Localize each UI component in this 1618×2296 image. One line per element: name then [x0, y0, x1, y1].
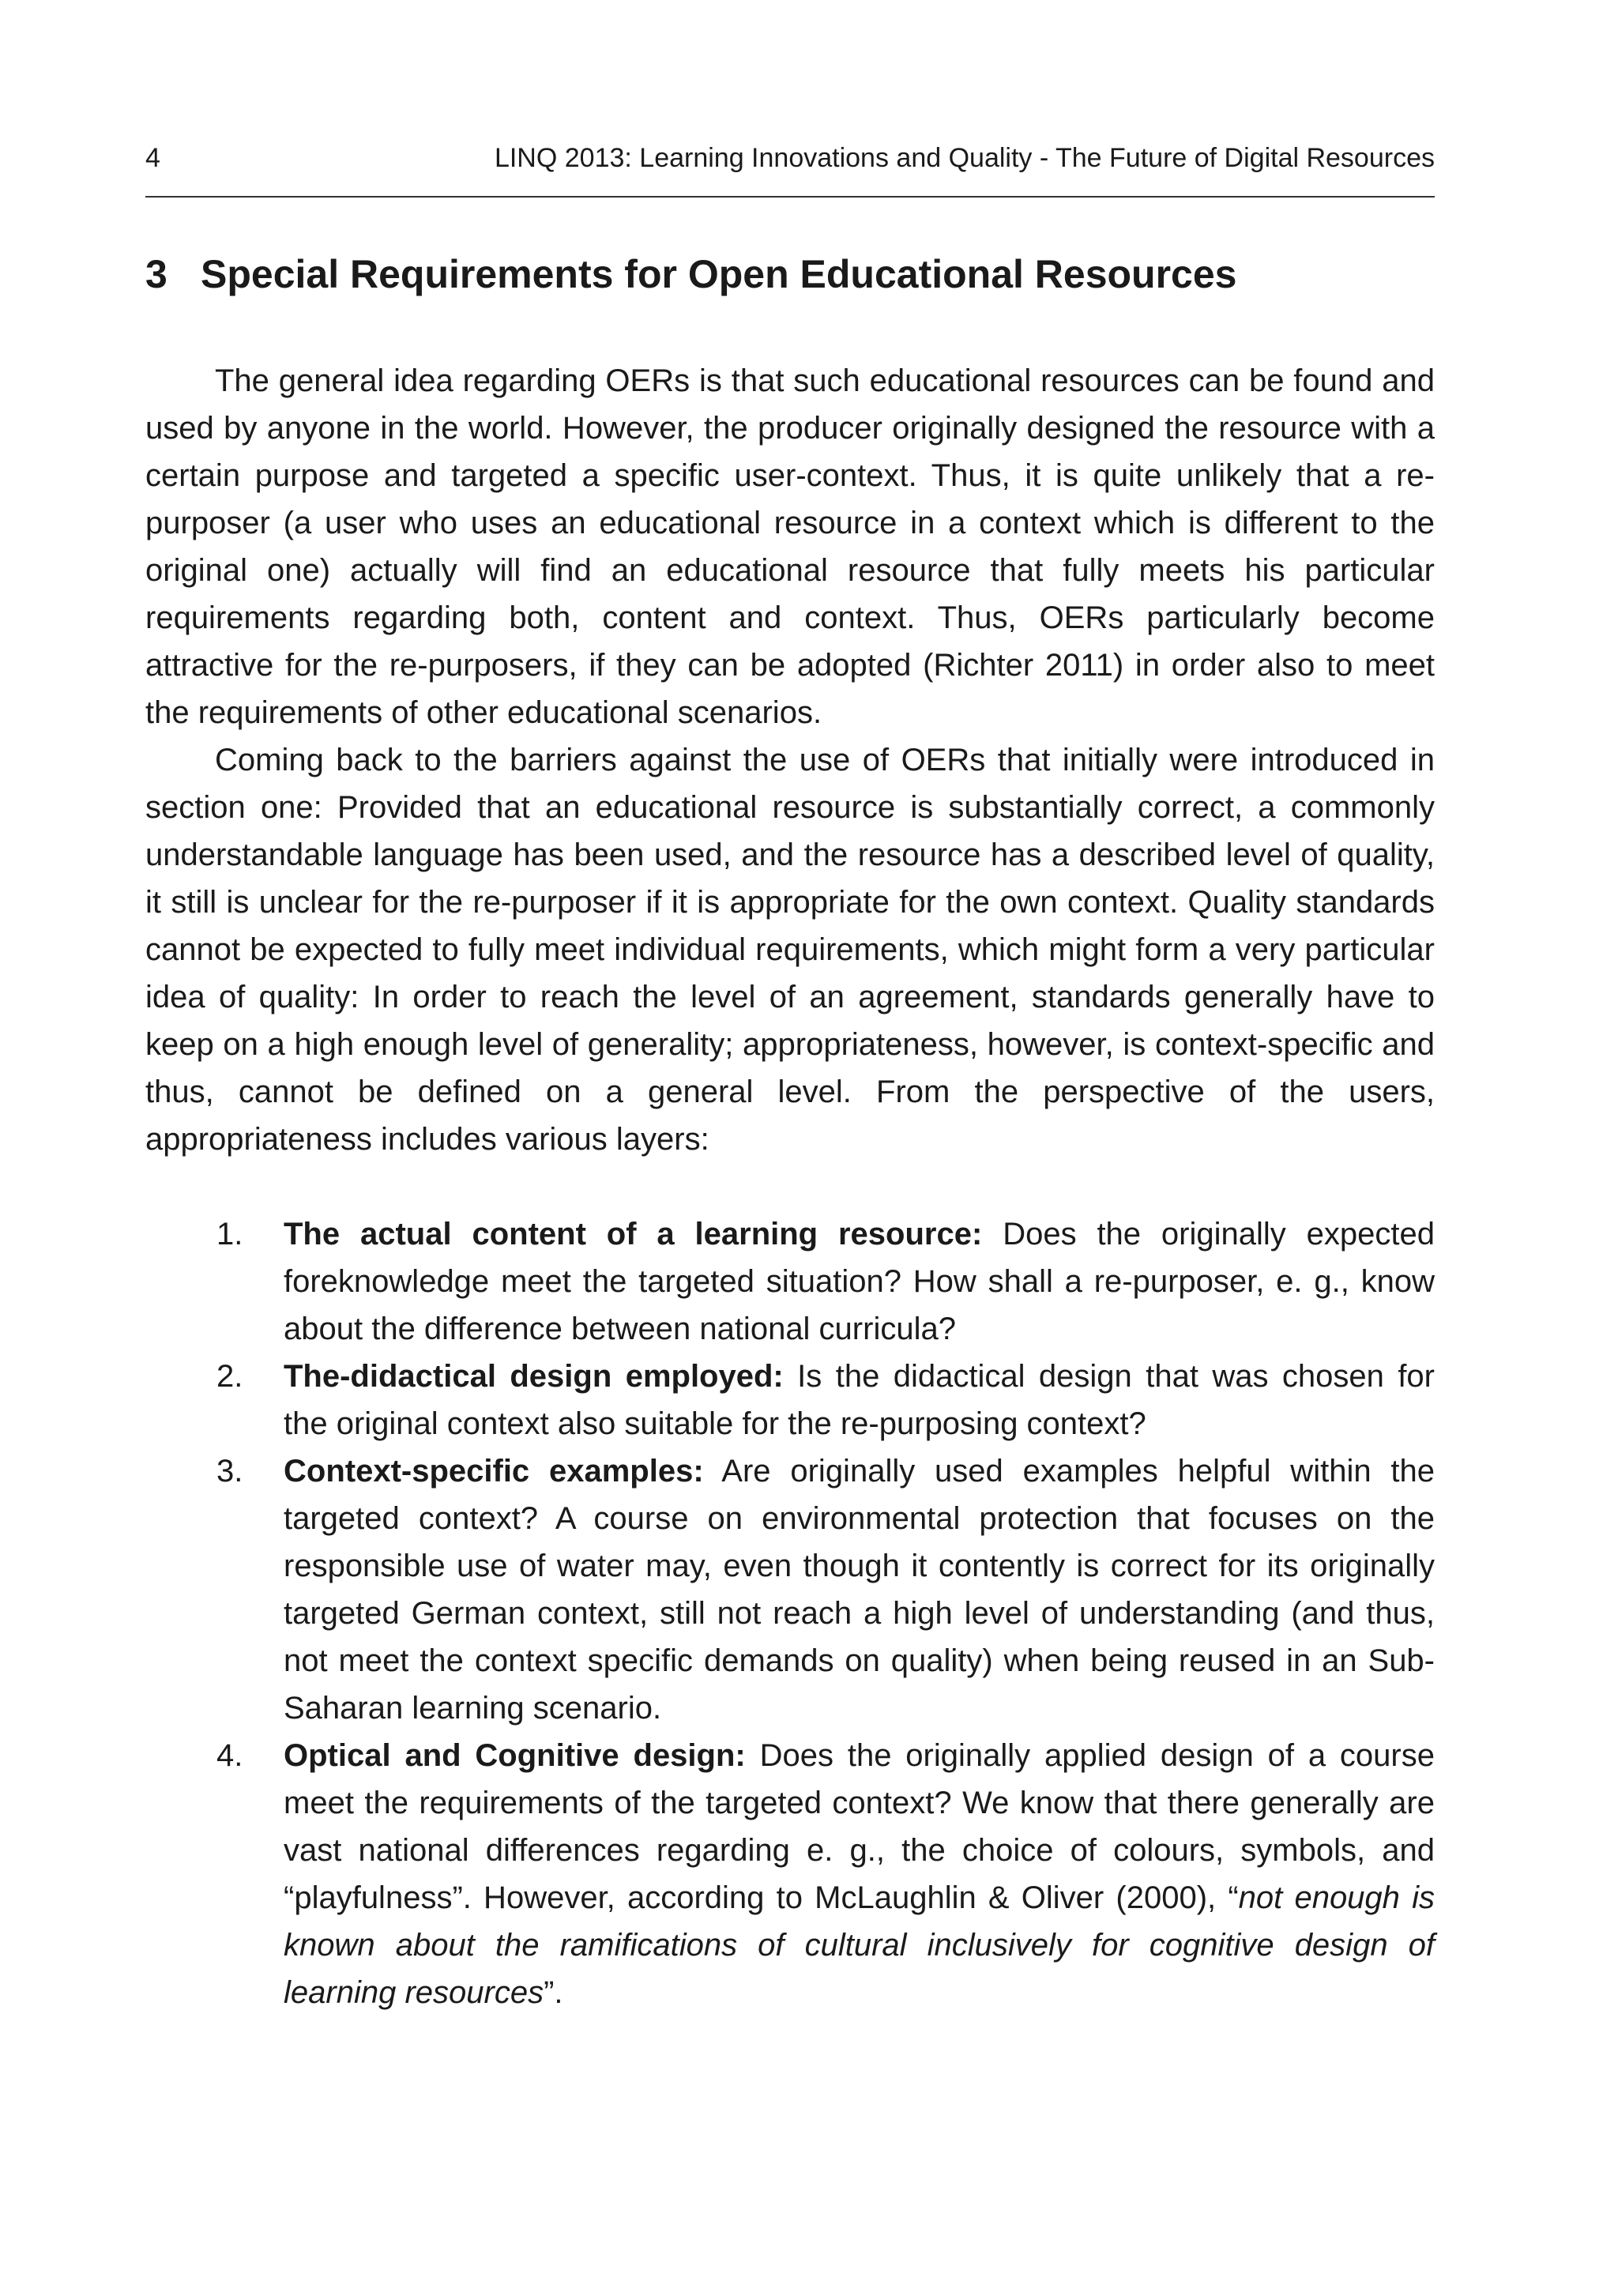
list-item-term: The actual content of a learning resource: — [284, 1217, 983, 1252]
list-marker: 1. — [216, 1217, 243, 1252]
list-item-text: Are originally used examples helpful within the targeted context? A course on environmental protection that focuses on the responsible use of water may, even though it contently is correct for its originally targeted German context, still not reach a high level of understanding (and thus, not meet the context specific demands on quality) when being reused in an Sub-Saharan learning scenario. — [284, 1454, 1436, 1726]
list-item — [145, 1447, 1435, 1732]
list-item-term: The-didactical design employed: — [284, 1359, 784, 1394]
list-item-text: Is the didactical design that was chosen for the original context also suitable for the re-purposing context? — [284, 1359, 1435, 1441]
list-item-term: Context-specific examples: — [284, 1454, 704, 1489]
paragraph: Coming back to the barriers against the use of OERs that initially were introduced in section one: Provided that an educational resource is substantially correct, a commonly understandable language has been used, and the resource has a described level of quality, it still is unclear for the re-purposer if it is appropriate for the own context. Quality standards cannot be expected to fully meet individual requirements, which might form a very particular idea of quality: In order to reach the level of an agreement, standards generally have to keep on a high enough level of generality; appropriateness, however, is context-specific and thus, cannot be defined on a general level. From the perspective of the users, appropriateness includes various layers: — [145, 743, 1435, 1157]
page-number: 4 — [145, 143, 160, 173]
appropriateness-layers-list — [145, 1210, 1435, 2016]
section-heading — [145, 247, 1435, 302]
list-marker: 2. — [216, 1359, 243, 1394]
section-title: Special Requirements for Open Educational Resources — [201, 252, 1237, 296]
list-item-closing: ”. — [544, 1975, 563, 2010]
list-item-term: Optical and Cognitive design: — [284, 1738, 746, 1773]
running-title: LINQ 2013: Learning Innovations and Quality - The Future of Digital Resources — [494, 143, 1435, 173]
body-text — [145, 357, 1435, 2016]
section-number: 3 — [145, 252, 167, 296]
paragraph: The general idea regarding OERs is that such educational resources can be found and used by anyone in the world. However, the producer originally designed the resource with a certain purpose and targeted a specific user-context. Thus, it is quite unlikely that a re-purposer (a user who uses an educational resource in a context which is different to the original one) actually will find an educational resource that fully meets his particular requirements regarding both, content and context. Thus, OERs particularly become attractive for the re-purposers, if they can be adopted (Richter 2011) in order also to meet the requirements of other educational scenarios. — [145, 363, 1435, 730]
list-item-text: Does the originally applied design of a course meet the requirements of the targeted context? We know that there generally are vast national differences regarding e. g., the choice of colours, symbols, and “playfulness”. However, according to McLaughlin & Oliver (2000), “ — [284, 1738, 1435, 1915]
list-item — [145, 1353, 1435, 1447]
list-marker: 3. — [216, 1454, 243, 1489]
header-rule — [145, 196, 1435, 198]
list-item-quote: not enough is known about the ramifications of cultural inclusively for cognitive design of learning resources — [284, 1880, 1435, 2010]
list-item — [145, 1732, 1435, 2016]
list-item-text: Does the originally expected foreknowledge meet the targeted situation? How shall a re-purposer, e. g., know about the difference between national curricula? — [284, 1217, 1435, 1346]
list-item — [145, 1210, 1435, 1353]
running-header — [145, 141, 1435, 175]
list-marker: 4. — [216, 1738, 243, 1773]
